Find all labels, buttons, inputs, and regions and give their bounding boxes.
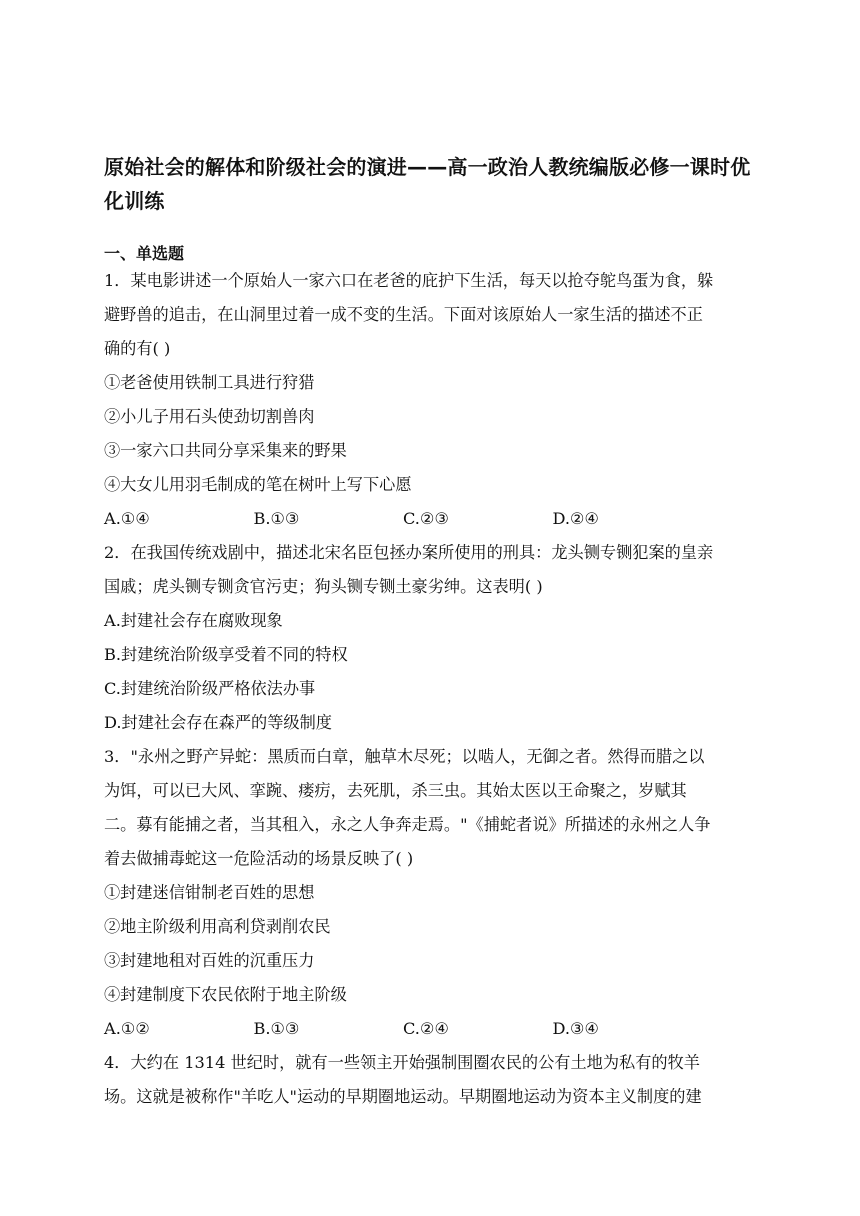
question-list: [104, 264, 756, 1114]
question-stem-line: 3．"永州之野产异蛇：黑质而白章，触草木尽死；以啮人，无御之者。然得而腊之以: [104, 747, 705, 766]
question-item: ②地主阶级利用高利贷剥削农民: [104, 917, 331, 936]
question-stem-line: 确的有( ): [104, 339, 171, 358]
option-c: C.②④: [403, 1019, 449, 1038]
option-a: A.封建社会存在腐败现象: [104, 611, 283, 630]
question-item: ②小儿子用石头使劲切割兽肉: [104, 407, 315, 426]
question-4: [104, 1046, 756, 1114]
question-item: ①老爸使用铁制工具进行狩猎: [104, 373, 315, 392]
option-c: C.封建统治阶级严格依法办事: [104, 679, 316, 698]
question-2: [104, 536, 756, 740]
question-stem-line: 着去做捕毒蛇这一危险活动的场景反映了( ): [104, 849, 414, 868]
question-stem-line: 1．某电影讲述一个原始人一家六口在老爸的庇护下生活，每天以抢夺鸵鸟蛋为食，躲: [104, 271, 714, 290]
option-a: A.①④: [104, 509, 150, 528]
title-line: 原始社会的解体和阶级社会的演进——高一政治人教统编版必修一课时优: [104, 155, 751, 179]
question-item: ①封建迷信钳制老百姓的思想: [104, 883, 315, 902]
option-d: D.③④: [552, 1019, 600, 1038]
question-stem-line: 避野兽的追击，在山洞里过着一成不变的生活。下面对该原始人一家生活的描述不正: [104, 305, 703, 324]
question-item: ④大女儿用羽毛制成的笔在树叶上写下心愿: [104, 475, 412, 494]
question-stem-line: 4．大约在 1314 世纪时，就有一些领主开始强制围圈农民的公有土地为私有的牧羊: [104, 1053, 700, 1072]
question-stem-line: 为饵，可以已大风、挛踠、瘘疠，去死肌，杀三虫。其始太医以王命聚之，岁赋其: [104, 781, 687, 800]
option-c: C.②③: [403, 509, 449, 528]
question-item: ③封建地租对百姓的沉重压力: [104, 951, 315, 970]
section-heading: 一、单选题: [104, 244, 185, 263]
question-1: [104, 264, 756, 536]
option-b: B.①③: [253, 1019, 300, 1038]
title-line: 化训练: [104, 189, 165, 213]
option-b: B.①③: [253, 509, 300, 528]
question-item: ④封建制度下农民依附于地主阶级: [104, 985, 347, 1004]
question-stem-line: 国戚；虎头铡专铡贪官污吏；狗头铡专铡土豪劣绅。这表明( ): [104, 577, 543, 596]
option-a: A.①②: [104, 1019, 150, 1038]
answer-options: [104, 502, 756, 536]
question-stem-line: 场。这就是被称作"羊吃人"运动的早期圈地运动。早期圈地运动为资本主义制度的建: [104, 1087, 702, 1106]
answer-options: [104, 1012, 756, 1046]
document-title: [104, 150, 764, 218]
option-d: D.封建社会存在森严的等级制度: [104, 713, 332, 732]
question-item: ③一家六口共同分享采集来的野果: [104, 441, 347, 460]
question-stem-line: 二。募有能捕之者，当其租入，永之人争奔走焉。"《捕蛇者说》所描述的永州之人争: [104, 815, 711, 834]
question-stem-line: 2．在我国传统戏剧中，描述北宋名臣包拯办案所使用的刑具：龙头铡专铡犯案的皇亲: [104, 543, 714, 562]
option-d: D.②④: [552, 509, 600, 528]
option-b: B.封建统治阶级享受着不同的特权: [104, 645, 348, 664]
question-3: [104, 740, 756, 1046]
